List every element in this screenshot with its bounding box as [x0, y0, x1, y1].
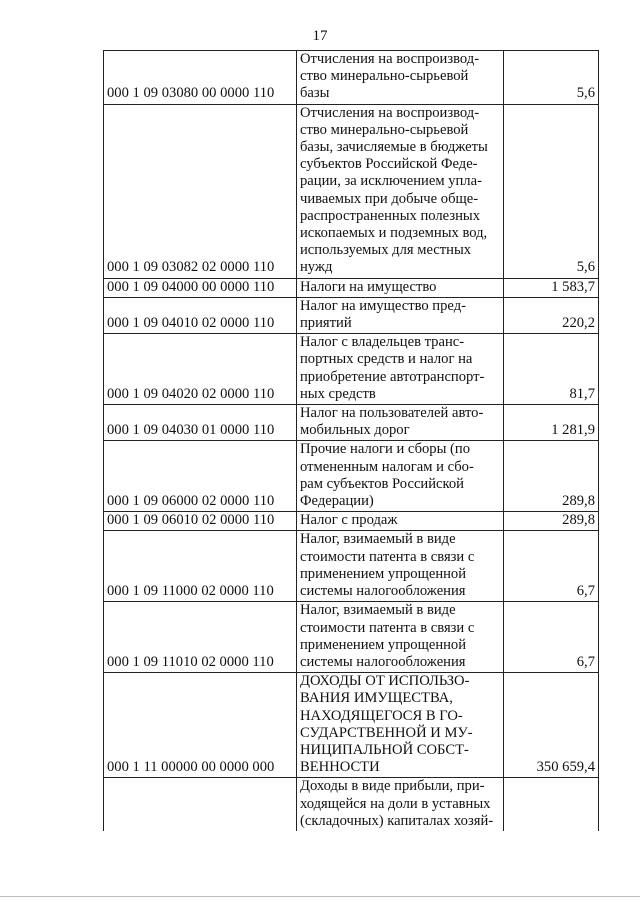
- row-name-line: Налог с владельцев транс-: [300, 334, 465, 351]
- table-row: [104, 602, 599, 673]
- row-code: 000 1 09 06010 02 0000 110: [104, 512, 297, 531]
- row-name-line: системы налогообложения: [300, 583, 466, 600]
- row-name-line: мобильных дорог: [300, 422, 410, 439]
- row-code: 000 1 09 03082 02 0000 110: [104, 104, 297, 278]
- row-name-line: ходящейся на доли в уставных: [300, 795, 491, 812]
- row-name-line: распространенных полезных: [300, 207, 481, 224]
- row-name-line: базы, зачисляемые в бюджеты: [300, 139, 488, 156]
- row-code: [104, 778, 297, 831]
- row-amount: 1 281,9: [504, 405, 599, 441]
- row-name-line: приобретение автотранспорт-: [300, 368, 485, 385]
- row-name: [297, 778, 504, 831]
- table-row: [104, 405, 599, 441]
- row-name-line: Налоги на имущество: [300, 278, 437, 295]
- row-amount: 5,6: [504, 51, 599, 105]
- row-name-line: рации, за исключением упла-: [300, 173, 482, 190]
- row-name-line: применением упрощенной: [300, 565, 467, 582]
- row-name-line: Отчисления на воспроизвод-: [300, 51, 480, 67]
- row-name-line: Налог на имущество пред-: [300, 297, 466, 314]
- row-name-line: ство минерально-сырьевой: [300, 121, 469, 138]
- row-name: [297, 512, 504, 531]
- row-name-line: ных средств: [300, 385, 376, 402]
- row-name-line: Налог, взимаемый в виде: [300, 602, 456, 619]
- page-number: 17: [312, 28, 328, 44]
- table-row: [104, 104, 599, 278]
- row-name-line: субъектов Российской Феде-: [300, 156, 478, 173]
- row-name-line: ВЕННОСТИ: [300, 759, 380, 776]
- row-name-line: НИЦИПАЛЬНОЙ СОБСТ-: [300, 741, 469, 758]
- row-name-line: стоимости патента в связи с: [300, 619, 475, 636]
- table-row: [104, 334, 599, 405]
- row-amount: 6,7: [504, 602, 599, 673]
- table-row: [104, 297, 599, 333]
- table-row: [104, 278, 599, 297]
- row-name-line: Налог, взимаемый в виде: [300, 531, 456, 548]
- row-name-line: стоимости патента в связи с: [300, 548, 475, 565]
- row-code: 000 1 09 11000 02 0000 110: [104, 531, 297, 602]
- row-amount: [504, 778, 599, 831]
- row-name-line: Федерации): [300, 493, 374, 510]
- row-name-line: базы: [300, 85, 330, 102]
- row-name-line: НАХОДЯЩЕГОСЯ В ГО-: [300, 707, 463, 724]
- row-name-line: Доходы в виде прибыли, при-: [300, 778, 485, 795]
- row-name-line: СУДАРСТВЕННОЙ И МУ-: [300, 724, 473, 741]
- row-name: [297, 297, 504, 333]
- table-row: [104, 441, 599, 512]
- row-code: 000 1 09 04030 01 0000 110: [104, 405, 297, 441]
- row-name: [297, 405, 504, 441]
- row-code: 000 1 09 06000 02 0000 110: [104, 441, 297, 512]
- row-name: [297, 602, 504, 673]
- row-code: 000 1 09 11010 02 0000 110: [104, 602, 297, 673]
- row-amount: 6,7: [504, 531, 599, 602]
- row-name-line: (складочных) капиталах хозяй-: [300, 812, 494, 829]
- row-code: 000 1 09 04010 02 0000 110: [104, 297, 297, 333]
- row-amount: 289,8: [504, 512, 599, 531]
- row-name-line: ВАНИЯ ИМУЩЕСТВА,: [300, 690, 453, 707]
- row-name: [297, 441, 504, 512]
- row-name: [297, 51, 504, 105]
- row-code: 000 1 09 04020 02 0000 110: [104, 334, 297, 405]
- row-name-line: используемых для местных: [300, 242, 472, 259]
- table-row: [104, 51, 599, 105]
- row-code: 000 1 09 04000 00 0000 110: [104, 278, 297, 297]
- table-row: [104, 531, 599, 602]
- row-name-line: нужд: [300, 259, 333, 276]
- table-row: [104, 512, 599, 531]
- row-name-line: системы налогообложения: [300, 653, 466, 670]
- row-amount: 1 583,7: [504, 278, 599, 297]
- row-name: [297, 673, 504, 778]
- row-amount: 289,8: [504, 441, 599, 512]
- row-amount: 81,7: [504, 334, 599, 405]
- row-name-line: приятий: [300, 315, 352, 332]
- row-name-line: ство минерально-сырьевой: [300, 68, 469, 85]
- row-name: [297, 334, 504, 405]
- row-name-line: портных средств и налог на: [300, 351, 473, 368]
- row-code: 000 1 11 00000 00 0000 000: [104, 673, 297, 778]
- row-name-line: Налог с продаж: [300, 512, 398, 529]
- row-name: [297, 278, 504, 297]
- row-name-line: Отчисления на воспроизвод-: [300, 104, 480, 121]
- row-name-line: Налог на пользователей авто-: [300, 405, 484, 422]
- budget-table-body: [104, 51, 599, 831]
- budget-table: [103, 50, 599, 831]
- row-name: [297, 531, 504, 602]
- row-amount: 350 659,4: [504, 673, 599, 778]
- table-row: [104, 673, 599, 778]
- row-name-line: Прочие налоги и сборы (по: [300, 441, 471, 458]
- row-name: [297, 104, 504, 278]
- row-code: 000 1 09 03080 00 0000 110: [104, 51, 297, 105]
- page-bottom-edge: [0, 896, 640, 897]
- row-name-line: применением упрощенной: [300, 636, 467, 653]
- row-name-line: ДОХОДЫ ОТ ИСПОЛЬЗО-: [300, 673, 470, 690]
- table-row: [104, 778, 599, 831]
- row-amount: 220,2: [504, 297, 599, 333]
- row-name-line: ископаемых и подземных вод,: [300, 225, 488, 242]
- row-name-line: рам субъектов Российской: [300, 475, 464, 492]
- row-name-line: отмененным налогам и сбо-: [300, 458, 474, 475]
- row-amount: 5,6: [504, 104, 599, 278]
- row-name-line: чиваемых при добыче обще-: [300, 190, 479, 207]
